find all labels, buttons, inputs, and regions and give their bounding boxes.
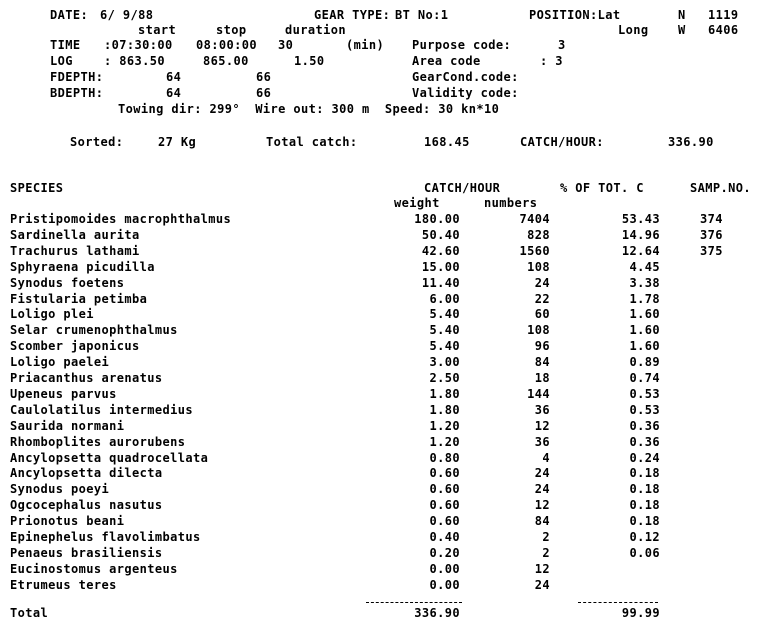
percent-value: 1.60 — [629, 307, 660, 322]
weight-value: 15.00 — [421, 259, 460, 274]
total-percent: 99.99 — [621, 606, 660, 620]
percent-value: 0.18 — [629, 482, 660, 497]
table-row — [0, 482, 773, 498]
weight-value: 0.60 — [429, 498, 460, 513]
weight-value: 1.80 — [429, 386, 460, 401]
table-row — [0, 498, 773, 514]
table-row — [0, 403, 773, 419]
weight-value: 1.80 — [429, 402, 460, 417]
numbers-value: 7404 — [519, 212, 550, 226]
date-value: 6/ 9/88 — [100, 8, 154, 22]
weight-value: 0.80 — [429, 450, 460, 465]
numbers-value: 108 — [527, 323, 550, 338]
species-name: Ogcocephalus nasutus — [10, 498, 163, 513]
fdepth-label: FDEPTH: — [50, 70, 104, 84]
table-row — [0, 371, 773, 387]
fdepth-stop: 66 — [256, 70, 272, 84]
percent-value: 0.06 — [629, 545, 660, 560]
lat-value: 1119 — [708, 8, 739, 22]
time-unit: (min) — [346, 38, 385, 52]
area-code-value: : 3 — [540, 54, 563, 68]
table-row — [0, 260, 773, 276]
long-label: Long — [618, 23, 649, 37]
col-stop: stop — [216, 23, 247, 37]
towing-line: Towing dir: 299° Wire out: 300 m Speed: 30 kn*10 — [118, 102, 500, 116]
numbers-value: 108 — [527, 259, 550, 274]
table-row — [0, 339, 773, 355]
species-name: Penaeus brasiliensis — [10, 545, 163, 560]
weight-value: 5.40 — [429, 307, 460, 322]
species-name: Ancylopsetta quadrocellata — [10, 450, 209, 465]
percent-value: 0.74 — [629, 371, 660, 385]
weight-value: 50.40 — [421, 227, 460, 242]
percent-value: 3.38 — [629, 275, 660, 290]
weight-value: 0.60 — [429, 514, 460, 529]
percent-value: 12.64 — [621, 243, 660, 258]
percent-value: 1.60 — [629, 323, 660, 338]
percent-value: 1.60 — [629, 339, 660, 354]
numbers-value: 4 — [542, 450, 550, 465]
total-label: Total — [10, 606, 49, 620]
catch-hour-label: CATCH/HOUR: — [520, 135, 604, 149]
weight-value: 3.00 — [429, 355, 460, 370]
weight-value: 42.60 — [421, 243, 460, 258]
weight-value: 5.40 — [429, 323, 460, 338]
table-row — [0, 466, 773, 482]
species-name: Prionotus beani — [10, 514, 125, 529]
sorted-value: 27 Kg — [158, 135, 197, 149]
validity-code-label: Validity code: — [412, 86, 519, 100]
sample-number: 376 — [700, 227, 723, 242]
percent-value: 4.45 — [629, 259, 660, 274]
numbers-value: 12 — [534, 418, 550, 433]
species-name: Ancylopsetta dilecta — [10, 466, 163, 481]
bdepth-label: BDEPTH: — [50, 86, 104, 100]
numbers-value: 2 — [542, 530, 550, 544]
weight-value: 1.20 — [429, 418, 460, 433]
lat-hemisphere: N — [678, 8, 686, 22]
table-row — [0, 578, 773, 594]
species-name: Synodus foetens — [10, 275, 125, 290]
species-header: SPECIES — [10, 181, 64, 195]
total-weight: 336.90 — [414, 606, 460, 620]
bdepth-start: 64 — [166, 86, 182, 100]
percent-value: 0.53 — [629, 402, 660, 417]
table-row — [0, 530, 773, 546]
gearcond-code-label: GearCond.code: — [412, 70, 519, 84]
log-stop: 865.00 — [203, 54, 249, 68]
gear-type-label: GEAR TYPE: — [314, 8, 391, 22]
numbers-value: 828 — [527, 227, 550, 242]
species-name: Rhomboplites aurorubens — [10, 434, 186, 449]
log-duration: 1.50 — [294, 54, 325, 68]
numbers-value: 2 — [542, 545, 550, 560]
percent-total-rule — [578, 602, 658, 603]
species-name: Etrumeus teres — [10, 577, 117, 592]
percent-value: 53.43 — [621, 212, 660, 226]
table-row — [0, 435, 773, 451]
numbers-value: 24 — [534, 275, 550, 290]
table-row — [0, 387, 773, 403]
total-catch-label: Total catch: — [266, 135, 358, 149]
date-label: DATE: — [50, 8, 89, 22]
percent-value: 0.89 — [629, 355, 660, 370]
numbers-value: 36 — [534, 402, 550, 417]
weight-value: 6.00 — [429, 291, 460, 306]
numbers-value: 12 — [534, 498, 550, 513]
table-row — [0, 212, 773, 228]
table-row — [0, 244, 773, 260]
gear-type-value: BT No:1 — [395, 8, 449, 22]
long-value: 6406 — [708, 23, 739, 37]
species-name: Scomber japonicus — [10, 339, 140, 354]
species-name: Synodus poeyi — [10, 482, 110, 497]
position-label: POSITION:Lat — [529, 8, 621, 22]
numbers-value: 60 — [534, 307, 550, 322]
table-row — [0, 292, 773, 308]
purpose-code-label: Purpose code: — [412, 38, 512, 52]
table-row — [0, 307, 773, 323]
numbers-value: 12 — [534, 561, 550, 576]
percent-value: 0.24 — [629, 450, 660, 465]
numbers-value: 96 — [534, 339, 550, 354]
weight-value: 0.00 — [429, 577, 460, 592]
species-name: Loligo paelei — [10, 355, 110, 370]
time-duration: 30 — [278, 38, 294, 52]
sorted-label: Sorted: — [70, 135, 124, 149]
species-name: Loligo plei — [10, 307, 94, 322]
species-name: Selar crumenophthalmus — [10, 323, 178, 338]
weight-value: 0.40 — [429, 530, 460, 544]
species-name: Upeneus parvus — [10, 386, 117, 401]
numbers-value: 24 — [534, 482, 550, 497]
percent-value: 0.12 — [629, 530, 660, 544]
log-start: : 863.50 — [104, 54, 165, 68]
weight-value: 1.20 — [429, 434, 460, 449]
numbers-value: 36 — [534, 434, 550, 449]
numbers-value: 144 — [527, 386, 550, 401]
percent-total-header: % OF TOT. C — [560, 181, 644, 195]
sample-number: 375 — [700, 243, 723, 258]
numbers-value: 1560 — [519, 243, 550, 258]
weight-value: 0.20 — [429, 545, 460, 560]
table-row — [0, 546, 773, 562]
species-name: Epinephelus flavolimbatus — [10, 530, 201, 544]
percent-value: 0.18 — [629, 514, 660, 529]
numbers-value: 22 — [534, 291, 550, 306]
time-start: :07:30:00 — [104, 38, 173, 52]
weight-total-rule — [366, 602, 462, 603]
total-catch-value: 168.45 — [424, 135, 470, 149]
log-label: LOG — [50, 54, 73, 68]
species-name: Saurida normani — [10, 418, 125, 433]
species-name: Sardinella aurita — [10, 227, 140, 242]
bdepth-stop: 66 — [256, 86, 272, 100]
col-duration: duration — [285, 23, 346, 37]
fdepth-start: 64 — [166, 70, 182, 84]
weight-value: 0.60 — [429, 482, 460, 497]
species-name: Trachurus lathami — [10, 243, 140, 258]
weight-value: 11.40 — [421, 275, 460, 290]
long-hemisphere: W — [678, 23, 686, 37]
percent-value: 14.96 — [621, 227, 660, 242]
percent-value: 0.36 — [629, 434, 660, 449]
numbers-value: 84 — [534, 514, 550, 529]
sample-number: 374 — [700, 212, 723, 226]
species-name: Caulolatilus intermedius — [10, 402, 193, 417]
area-code-label: Area code — [412, 54, 481, 68]
catch-hour-header: CATCH/HOUR — [424, 181, 501, 195]
percent-value: 0.53 — [629, 386, 660, 401]
col-start: start — [138, 23, 177, 37]
numbers-header: numbers — [484, 196, 538, 210]
table-row — [0, 451, 773, 467]
numbers-value: 18 — [534, 371, 550, 385]
table-row — [0, 419, 773, 435]
weight-header: weight — [394, 196, 440, 210]
table-row — [0, 514, 773, 530]
catch-hour-value: 336.90 — [668, 135, 714, 149]
percent-value: 1.78 — [629, 291, 660, 306]
species-name: Priacanthus arenatus — [10, 371, 163, 385]
percent-value: 0.36 — [629, 418, 660, 433]
percent-value: 0.18 — [629, 498, 660, 513]
weight-value: 0.60 — [429, 466, 460, 481]
species-name: Sphyraena picudilla — [10, 259, 155, 274]
table-row — [0, 276, 773, 292]
weight-value: 2.50 — [429, 371, 460, 385]
percent-value: 0.18 — [629, 466, 660, 481]
time-stop: 08:00:00 — [196, 38, 257, 52]
weight-value: 0.00 — [429, 561, 460, 576]
purpose-code-value: 3 — [558, 38, 566, 52]
weight-value: 5.40 — [429, 339, 460, 354]
weight-value: 180.00 — [414, 212, 460, 226]
species-name: Fistularia petimba — [10, 291, 148, 306]
time-label: TIME — [50, 38, 81, 52]
numbers-value: 24 — [534, 466, 550, 481]
table-row — [0, 228, 773, 244]
species-name: Eucinostomus argenteus — [10, 561, 178, 576]
table-row — [0, 323, 773, 339]
table-row — [0, 562, 773, 578]
numbers-value: 84 — [534, 355, 550, 370]
table-row — [0, 355, 773, 371]
sample-number-header: SAMP.NO. — [690, 181, 751, 195]
numbers-value: 24 — [534, 577, 550, 592]
species-name: Pristipomoides macrophthalmus — [10, 212, 232, 226]
